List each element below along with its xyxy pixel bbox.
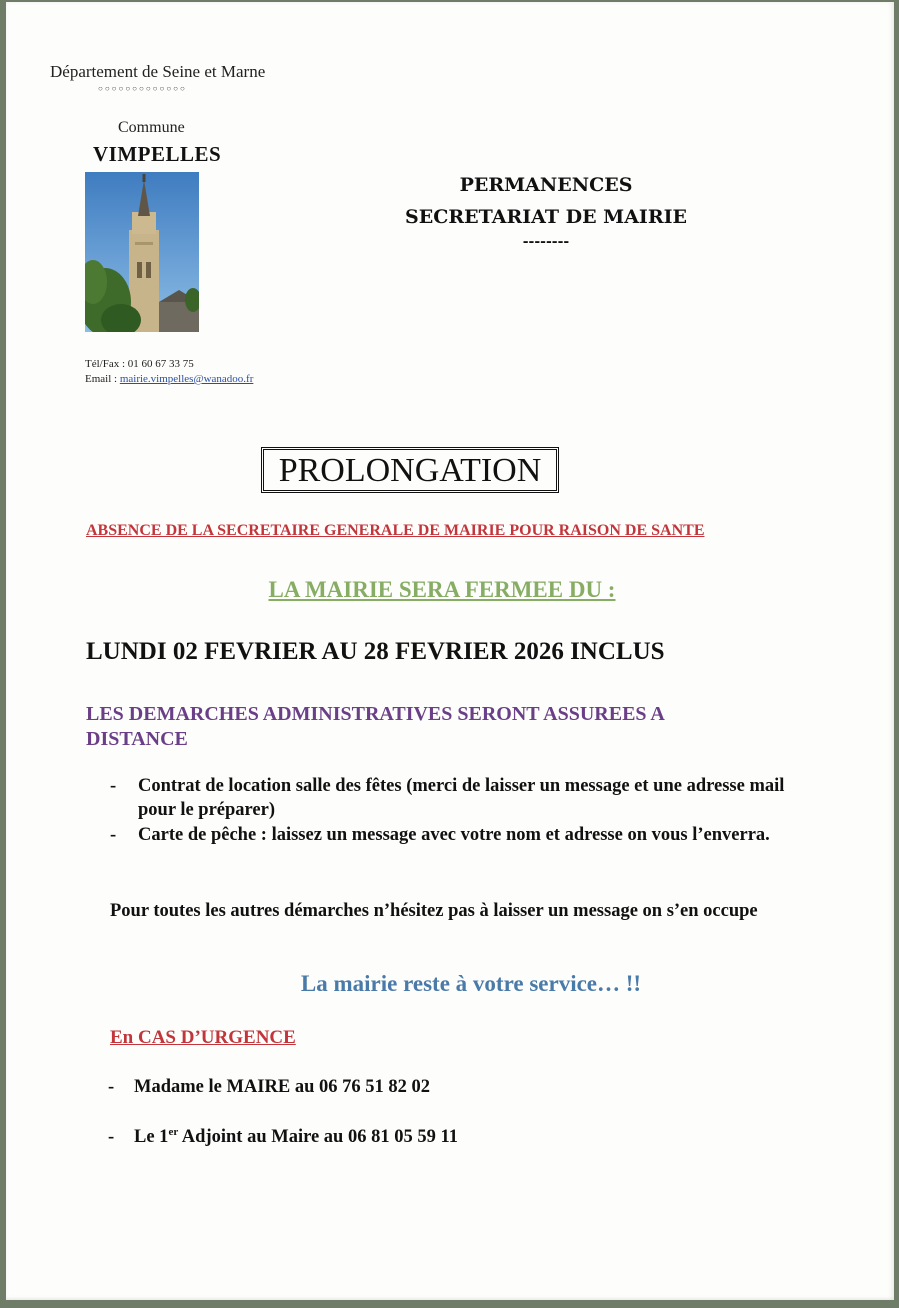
town-name: VIMPELLES — [93, 142, 222, 166]
closure-dates: LUNDI 02 FEVRIER AU 28 FEVRIER 2026 INCLUS — [86, 638, 665, 665]
remote-procedures: LES DEMARCHES ADMINISTRATIVES SERONT ASSUREES A DISTANCE — [86, 703, 664, 750]
title-permanences: PERMANENCES — [459, 174, 633, 196]
title-divider: -------- — [522, 234, 570, 250]
email-row — [85, 373, 253, 385]
list-item: - Contrat de location salle des fêtes (merci de laisser un message et une adresse mail pour le préparer) — [110, 776, 785, 820]
deputy-contact: - Le 1er Adjoint au Maire au 06 81 05 59 11 — [108, 1126, 458, 1148]
dots-divider: ○○○○○○○○○○○○○ — [98, 84, 187, 93]
list-item: - Carte de pêche : laissez un message avec votre nom et adresse on vous l’enverra. — [110, 825, 770, 845]
list-item-text: Carte de pêche : laissez un message avec votre nom et adresse on vous l’enverra. — [138, 825, 770, 845]
email-label: Email : — [85, 373, 120, 385]
commune-label: Commune — [118, 119, 185, 136]
emergency-heading: En CAS D’URGENCE — [110, 1027, 296, 1048]
church-photo — [85, 172, 199, 332]
prolongation-headline: PROLONGATION — [263, 449, 557, 491]
department-label: Département de Seine et Marne — [50, 62, 266, 81]
phone-fax: Tél/Fax : 01 60 67 33 75 — [85, 358, 194, 370]
mayor-contact: - Madame le MAIRE au 06 76 51 82 02 — [108, 1077, 430, 1097]
other-procedures: Pour toutes les autres démarches n’hésitez pas à laisser un message on s’en occupe — [110, 901, 758, 921]
email-link[interactable]: mairie.vimpelles@wanadoo.fr — [119, 373, 254, 385]
procedures-list — [110, 774, 790, 848]
closure-announcement: LA MAIRIE SERA FERMEE DU : — [268, 577, 616, 602]
deputy-sup: er — [168, 1126, 179, 1138]
deputy-rest: Adjoint au Maire au 06 81 05 59 11 — [178, 1127, 458, 1148]
deputy-prefix: Le 1 — [134, 1127, 169, 1148]
service-message: La mairie reste à votre service… !! — [300, 971, 642, 996]
mayor-contact-text: Madame le MAIRE au 06 76 51 82 02 — [134, 1077, 430, 1097]
list-item-text: Contrat de location salle des fêtes (merci de laisser un message et une adresse mail pour le préparer) — [138, 776, 785, 820]
absence-reason: ABSENCE DE LA SECRETAIRE GENERALE DE MAIRIE POUR RAISON DE SANTE — [86, 522, 705, 539]
notice-sheet — [6, 2, 894, 1300]
title-secretariat: SECRETARIAT DE MAIRIE — [405, 206, 687, 228]
